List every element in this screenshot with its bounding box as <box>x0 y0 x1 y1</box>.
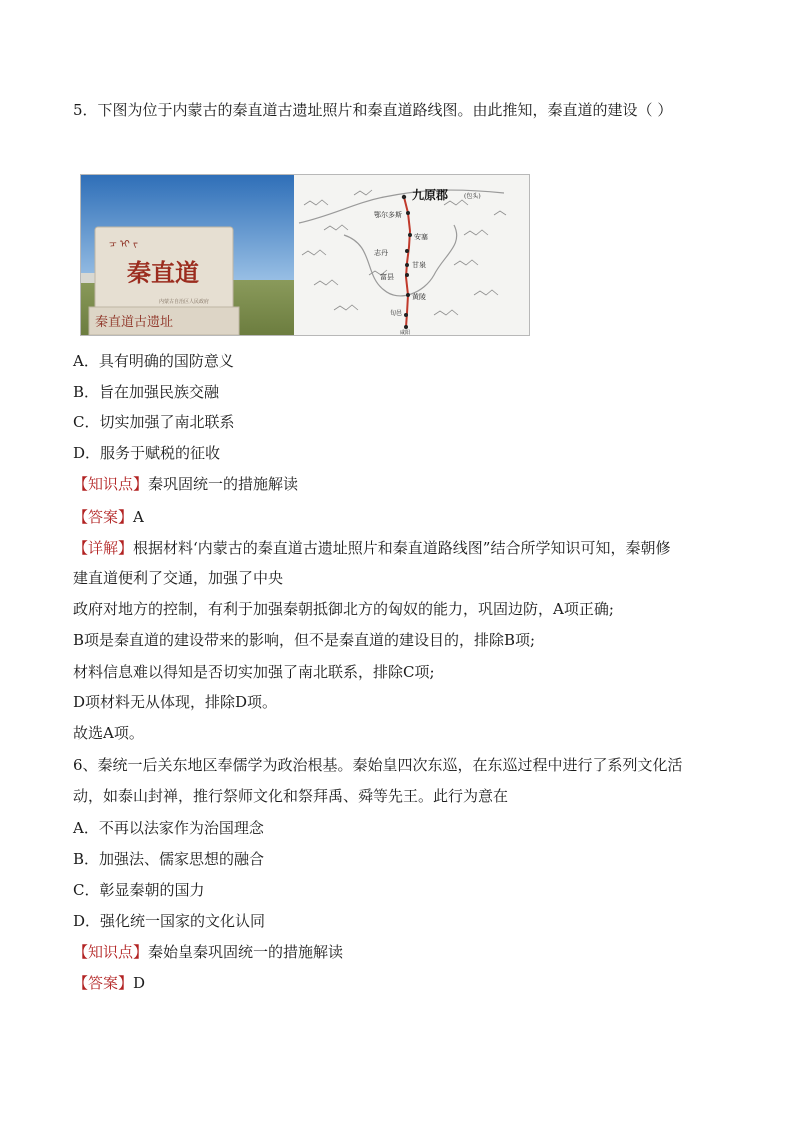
stele-small-text: 内蒙古自治区人民政府 <box>159 299 210 305</box>
q5-answer-tag: 【答案】 <box>73 508 134 526</box>
q5-answer <box>73 507 144 527</box>
q6-answer-tag: 【答案】 <box>73 974 134 992</box>
q6-option-a: A．不再以法家作为治国理念 <box>73 819 264 837</box>
stele-main-text: 秦直道 <box>127 258 199 287</box>
map-label-fuxian: 富县 <box>380 273 394 281</box>
map-label-xianyang: 咸阳 <box>400 330 411 335</box>
q5-detail-tag: 【详解】 <box>73 539 134 557</box>
map-label-huangling: 黄陵 <box>412 293 426 301</box>
q5-detail-line-6: D项材料无从体现，排除D项。 <box>73 693 278 711</box>
q5-detail-line-1 <box>73 538 670 558</box>
q6-option-d: D．强化统一国家的文化认同 <box>73 912 266 930</box>
map-label-xunyi: 旬邑 <box>390 310 403 317</box>
map-label-zhidan: 志丹 <box>374 249 388 257</box>
q5-detail-line-3: 政府对地方的控制，有利于加强秦朝抵御北方的匈奴的能力，巩固边防，A项正确; <box>73 600 614 618</box>
map-label-jiuyuan: 九原郡 <box>412 188 449 202</box>
q5-knowledge-tag: 【知识点】 <box>73 475 149 493</box>
q5-detail-line-5: 材料信息难以得知是否切实加强了南北联系，排除C项; <box>73 663 435 681</box>
q5-option-b: B．旨在加强民族交融 <box>73 383 220 401</box>
q5-detail-line-7: 故选A项。 <box>73 724 144 742</box>
q6-answer <box>73 973 145 993</box>
q6-answer-text: D <box>133 974 146 992</box>
q5-option-c: C．切实加强了南北联系 <box>73 413 235 431</box>
q6-knowledge-text: 秦始皇秦巩固统一的措施解读 <box>148 943 344 961</box>
map-label-ganquan: 甘泉 <box>412 261 426 269</box>
q5-option-d: D．服务于赋税的征收 <box>73 444 221 462</box>
q6-stem-line-1: 6、秦统一后关东地区奉儒学为政治根基。秦始皇四次东巡，在东巡过程中进行了系列文化活 <box>73 756 683 774</box>
stele-base-text: 秦直道古遗址 <box>95 315 174 330</box>
q6-option-b: B．加强法、儒家思想的融合 <box>73 850 265 868</box>
q6-stem-line-2: 动，如泰山封禅，推行祭师文化和祭拜禹、舜等先王。此行为意在 <box>73 787 509 805</box>
q5-stem: 5．下图为位于内蒙古的秦直道古遗址照片和秦直道路线图。由此推知，秦直道的建设（ ） <box>73 101 673 119</box>
map-label-ordos: 鄂尔多斯 <box>374 211 402 219</box>
q5-option-a: A．具有明确的国防意义 <box>73 352 234 370</box>
q5-figure <box>80 174 530 336</box>
q6-option-c: C．彰显秦朝的国力 <box>73 881 205 899</box>
q5-knowledge <box>73 474 298 494</box>
q6-knowledge <box>73 942 343 962</box>
map-label-baotou: (包头) <box>464 193 481 200</box>
map-label-ansai: 安塞 <box>414 233 428 241</box>
q5-knowledge-text: 秦巩固统一的措施解读 <box>148 475 299 493</box>
q6-knowledge-tag: 【知识点】 <box>73 943 149 961</box>
q5-detail-text-1: 根据材料‘内蒙古的秦直道古遗址照片和秦直道路线图”结合所学知识可知，秦朝修 <box>133 539 671 557</box>
route-map <box>294 175 529 335</box>
q5-detail-line-2: 建直道便利了交通，加强了中央 <box>73 569 284 587</box>
q5-answer-text: A <box>133 508 144 526</box>
svg-text:ᠴ ᠢ ᠵ: ᠴ ᠢ ᠵ <box>109 239 138 250</box>
stele-photo <box>81 175 294 335</box>
q5-detail-line-4: B项是秦直道的建设带来的影响，但不是秦直道的建设目的，排除B项; <box>73 631 536 649</box>
